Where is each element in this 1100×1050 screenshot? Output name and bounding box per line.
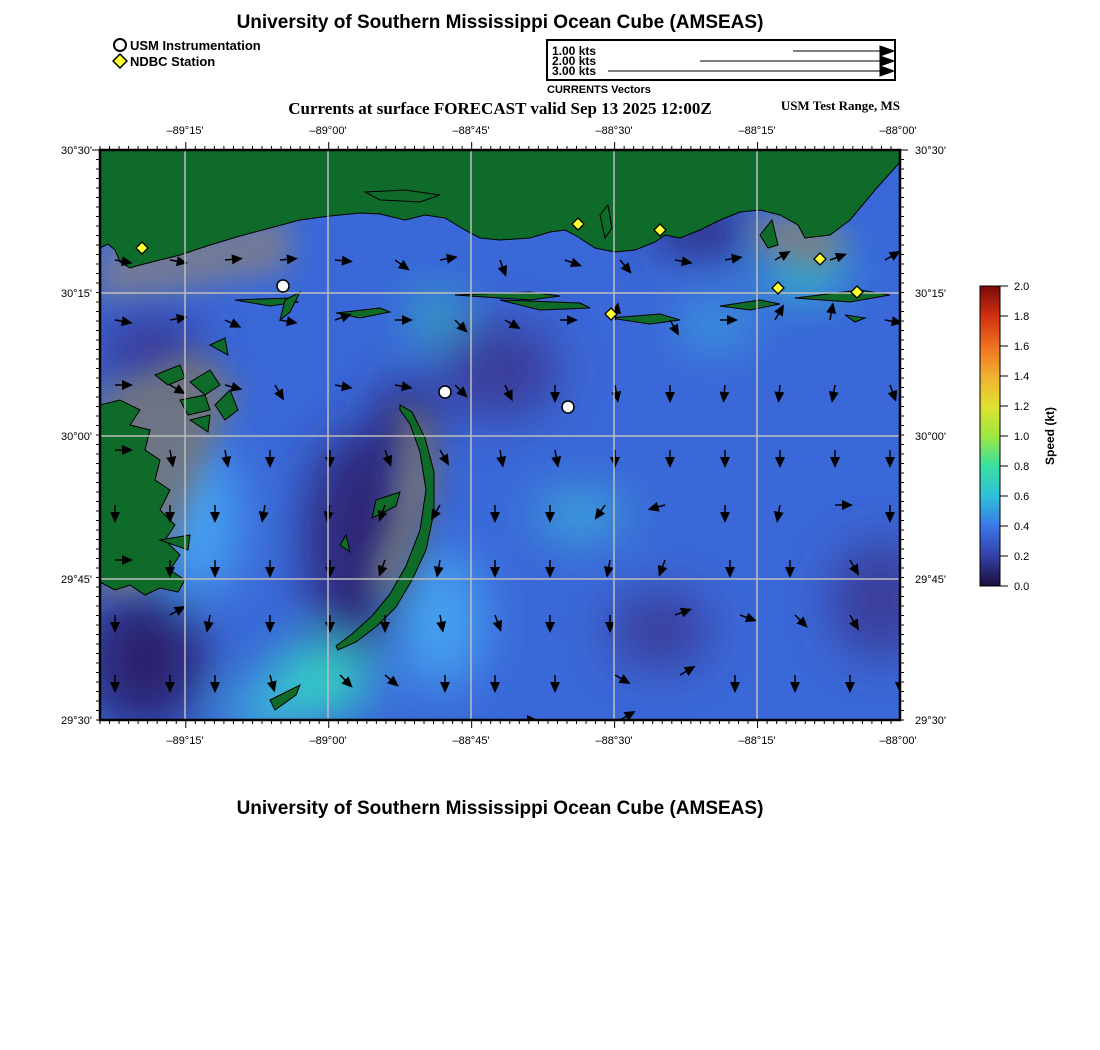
lat-label-right: 30°15' <box>915 288 946 300</box>
current-vector-arrow <box>900 560 910 578</box>
colorbar-gradient <box>980 286 1000 586</box>
ndbc-diamond-icon <box>112 53 128 69</box>
vector-label-1: 1.00 kts <box>552 44 597 58</box>
lon-label-bottom: –89°15' <box>166 735 204 747</box>
bottom-title: University of Southern Mississippi Ocean Cube (AMSEAS) <box>236 798 764 819</box>
lon-label-top: –88°30' <box>595 125 633 137</box>
vector-label-2: 2.00 kts <box>552 54 597 68</box>
usm-instrument-marker[interactable] <box>439 386 451 398</box>
lat-label-right: 30°30' <box>915 145 946 157</box>
lat-label-left: 30°00' <box>61 431 92 443</box>
usm-instrument-marker[interactable] <box>277 280 289 292</box>
current-speed-map <box>60 120 950 750</box>
lat-label-right: 29°45' <box>915 574 946 586</box>
usm-instrument-marker[interactable] <box>562 401 574 413</box>
lon-label-top: –89°15' <box>166 125 204 137</box>
ndbc-legend-label: NDBC Station <box>130 53 216 69</box>
lon-label-bottom: –88°30' <box>595 735 633 747</box>
lon-label-top: –88°15' <box>738 125 776 137</box>
lon-label-bottom: –88°45' <box>452 735 490 747</box>
colorbar-tick-label: 0.2 <box>1014 551 1030 563</box>
lon-label-bottom: –88°15' <box>738 735 776 747</box>
lat-label-left: 29°30' <box>61 715 92 727</box>
colorbar-tick-label: 1.4 <box>1014 371 1030 383</box>
lat-label-right: 29°30' <box>915 715 946 727</box>
lon-label-bottom: –88°00' <box>879 735 917 747</box>
colorbar-tick-label: 1.6 <box>1014 341 1030 353</box>
lat-label-left: 29°45' <box>61 574 92 586</box>
colorbar-tick-label: 0.6 <box>1014 491 1030 503</box>
colorbar-tick-label: 1.8 <box>1014 311 1030 323</box>
vector-caption: CURRENTS Vectors <box>547 84 651 96</box>
lat-label-right: 30°00' <box>915 431 946 443</box>
test-range-label: USM Test Range, MS <box>780 98 900 113</box>
colorbar-label: Speed (kt) <box>1043 406 1057 466</box>
colorbar-tick-label: 0.4 <box>1014 521 1030 533</box>
usm-circle-icon <box>112 37 128 53</box>
vector-scale-arrows <box>548 41 894 79</box>
vector-label-3: 3.00 kts <box>552 64 597 78</box>
colorbar-tick-label: 0.8 <box>1014 461 1030 473</box>
vector-scale-key <box>546 39 896 81</box>
map-title: University of Southern Mississippi Ocean Cube (AMSEAS) <box>236 12 764 33</box>
lon-label-top: –88°00' <box>879 125 917 137</box>
colorbar-tick-label: 1.2 <box>1014 401 1030 413</box>
forecast-subtitle: Currents at surface FORECAST valid Sep 13 2025 12:00Z <box>288 99 712 118</box>
colorbar-tick-label: 2.0 <box>1014 281 1030 293</box>
current-vector-arrow <box>903 615 912 632</box>
colorbar-tick-label: 0.0 <box>1014 581 1030 593</box>
marker-legend <box>112 37 261 69</box>
lon-label-bottom: –89°00' <box>309 735 347 747</box>
lat-label-left: 30°30' <box>61 145 92 157</box>
colorbar-tick-label: 1.0 <box>1014 431 1030 443</box>
lon-label-top: –89°00' <box>309 125 347 137</box>
speed-colorbar <box>972 280 1092 596</box>
lat-label-left: 30°15' <box>61 288 92 300</box>
lon-label-top: –88°45' <box>452 125 490 137</box>
usm-legend-label: USM Instrumentation <box>130 37 261 53</box>
